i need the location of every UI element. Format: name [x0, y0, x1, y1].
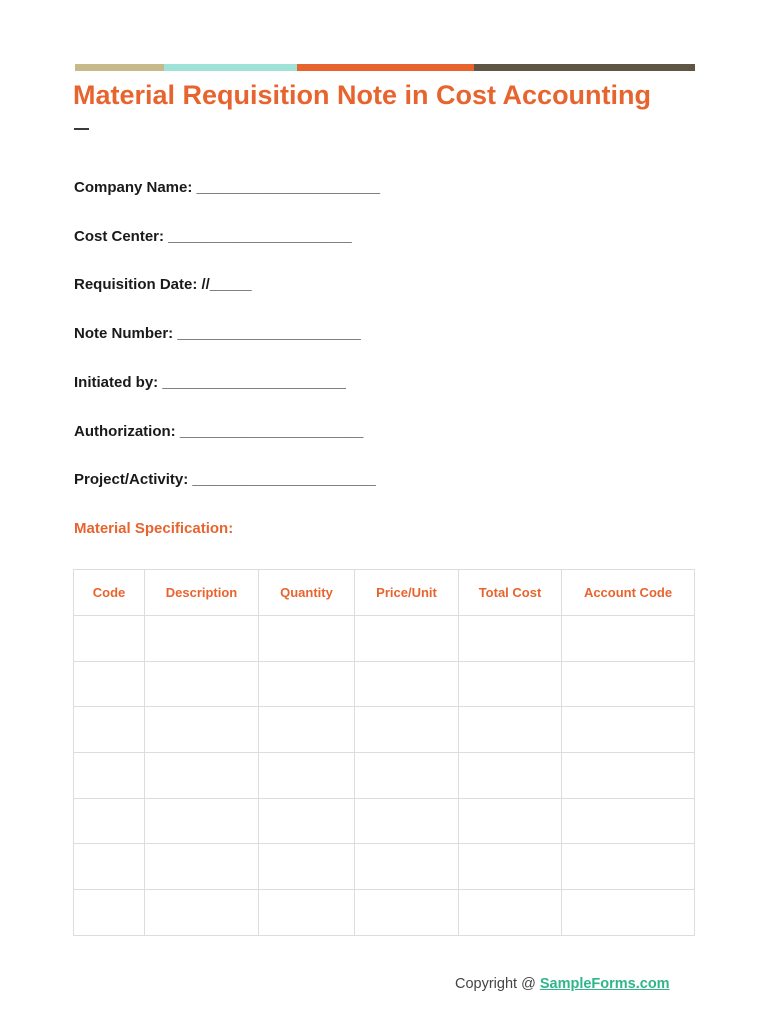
table-cell — [74, 844, 145, 890]
table-cell — [355, 844, 459, 890]
authorization-field: Authorization: ______________________ — [74, 423, 364, 440]
table-row — [74, 890, 695, 936]
note-number-field: Note Number: ______________________ — [74, 325, 361, 342]
table-cell — [562, 753, 695, 799]
column-header-description: Description — [145, 570, 259, 616]
sampleforms-link[interactable]: SampleForms.com — [539, 976, 670, 992]
table-cell — [562, 844, 695, 890]
table-cell — [145, 707, 259, 753]
table-cell — [74, 890, 145, 936]
table-row — [74, 707, 695, 753]
table-cell — [459, 844, 562, 890]
table-cell — [459, 753, 562, 799]
table-cell — [145, 844, 259, 890]
table-cell — [355, 616, 459, 662]
table-cell — [562, 890, 695, 936]
table-row — [74, 753, 695, 799]
table-cell — [459, 798, 562, 844]
column-header-price-unit: Price/Unit — [355, 570, 459, 616]
table-cell — [355, 753, 459, 799]
table-cell — [259, 798, 355, 844]
title-dash — [74, 128, 89, 130]
table-cell — [259, 707, 355, 753]
table-cell — [562, 616, 695, 662]
table-cell — [459, 661, 562, 707]
table-cell — [145, 753, 259, 799]
table-cell — [74, 707, 145, 753]
company-name-field: Company Name: ______________________ — [74, 179, 381, 196]
table-cell — [74, 798, 145, 844]
color-bar-segment-orange — [297, 64, 474, 71]
table-cell — [459, 616, 562, 662]
table-cell — [459, 890, 562, 936]
copyright-text: Copyright @ — [455, 976, 540, 992]
requisition-date-field: Requisition Date: //_____ — [74, 276, 252, 293]
copyright-footer — [455, 976, 670, 992]
table-cell — [145, 798, 259, 844]
decorative-color-bar — [75, 64, 695, 71]
table-cell — [259, 661, 355, 707]
table-cell — [355, 707, 459, 753]
table-cell — [459, 707, 562, 753]
table-cell — [355, 661, 459, 707]
table-cell — [145, 616, 259, 662]
table-row — [74, 798, 695, 844]
column-header-code: Code — [74, 570, 145, 616]
table-cell — [259, 890, 355, 936]
table-header-row — [74, 570, 695, 616]
color-bar-segment-mint — [164, 64, 297, 71]
table-cell — [355, 890, 459, 936]
table-cell — [562, 707, 695, 753]
table-cell — [562, 661, 695, 707]
project-activity-field: Project/Activity: ______________________ — [74, 471, 376, 488]
table-cell — [145, 890, 259, 936]
material-specification-table — [73, 569, 695, 936]
table-cell — [74, 753, 145, 799]
table-cell — [562, 798, 695, 844]
table-cell — [74, 616, 145, 662]
cost-center-field: Cost Center: ______________________ — [74, 228, 352, 245]
table-row — [74, 616, 695, 662]
column-header-quantity: Quantity — [259, 570, 355, 616]
table-cell — [259, 753, 355, 799]
table-row — [74, 844, 695, 890]
table-cell — [74, 661, 145, 707]
color-bar-segment-brown — [474, 64, 695, 71]
column-header-account-code: Account Code — [562, 570, 695, 616]
table-cell — [259, 616, 355, 662]
table-cell — [145, 661, 259, 707]
material-specification-heading: Material Specification: — [74, 520, 234, 537]
table-cell — [355, 798, 459, 844]
color-bar-segment-tan — [75, 64, 164, 71]
column-header-total-cost: Total Cost — [459, 570, 562, 616]
table-cell — [259, 844, 355, 890]
page-title: Material Requisition Note in Cost Accounting — [73, 80, 652, 110]
initiated-by-field: Initiated by: ______________________ — [74, 374, 346, 391]
table-row — [74, 661, 695, 707]
